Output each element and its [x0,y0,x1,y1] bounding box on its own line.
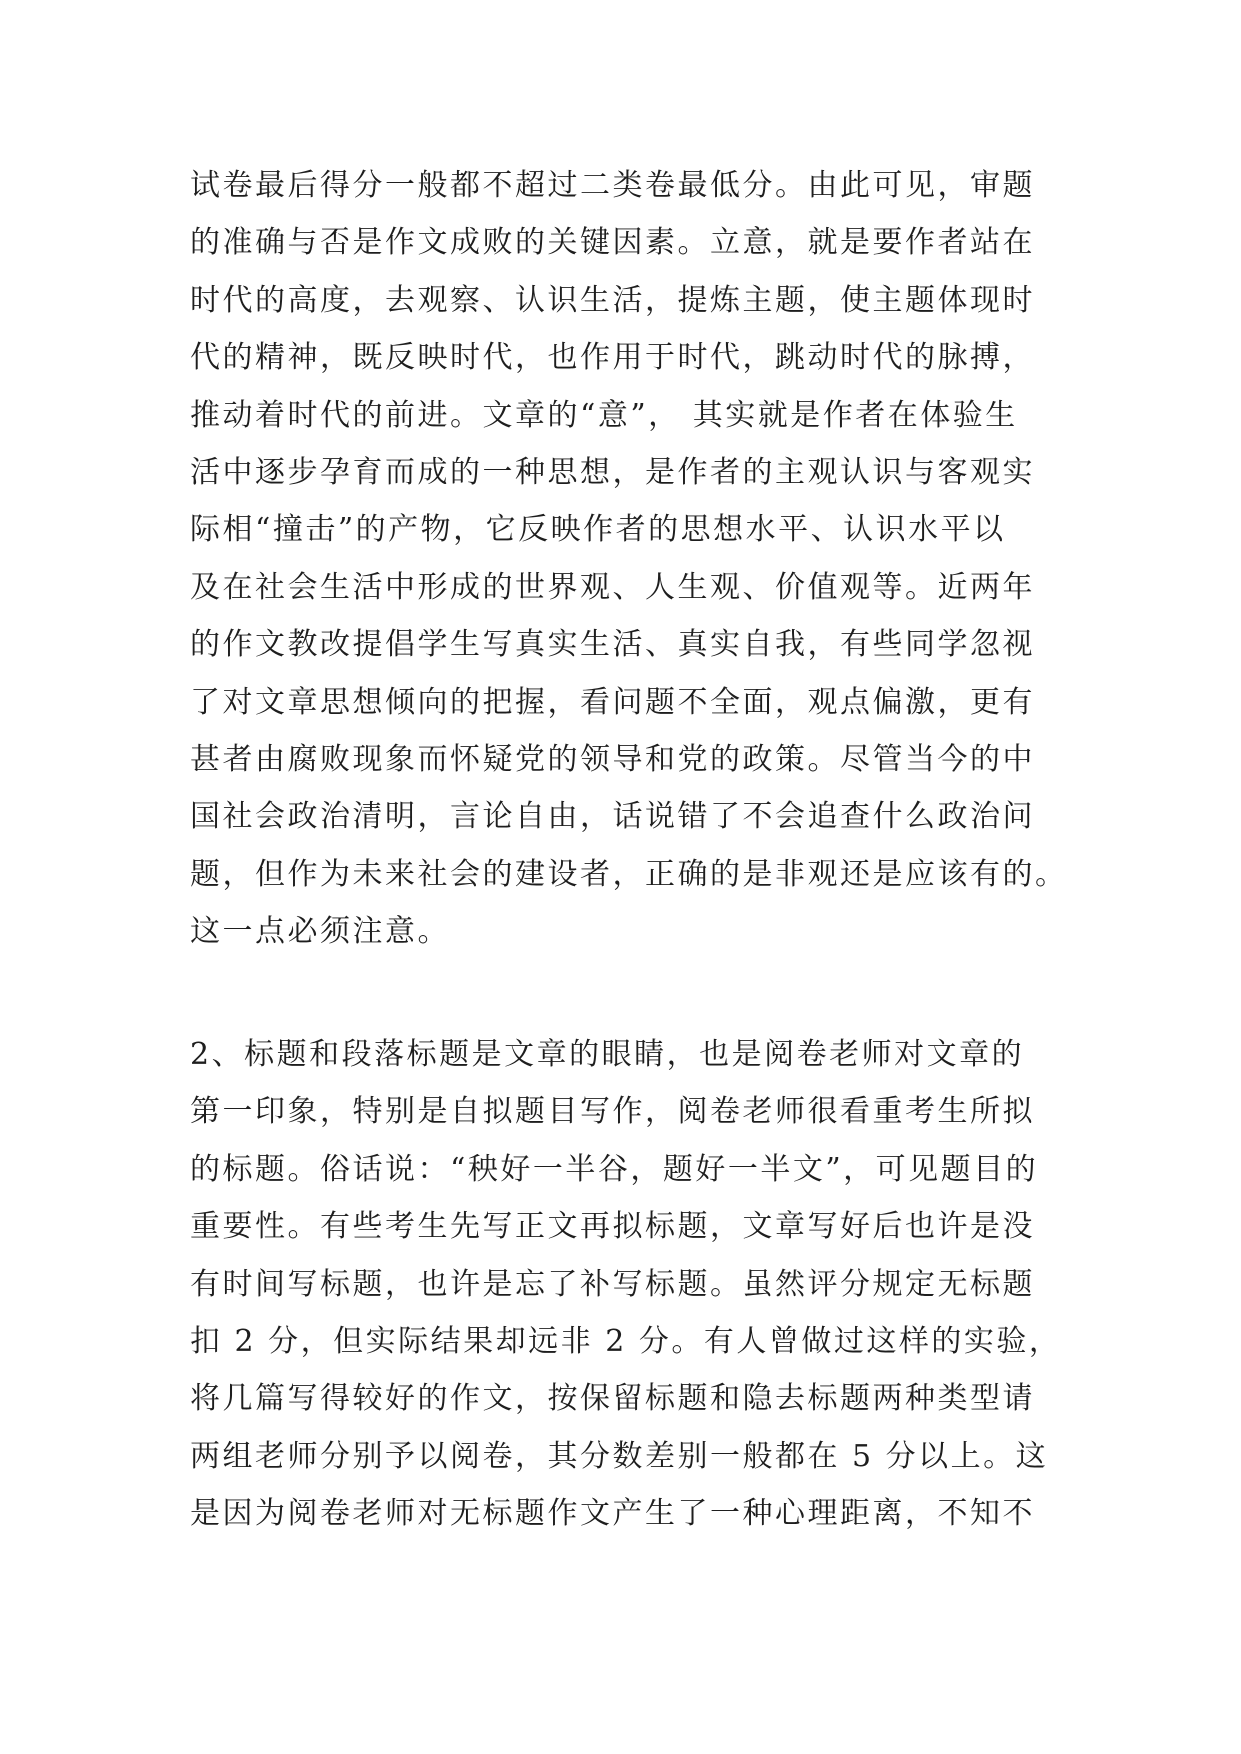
text-line: 扣 2 分，但实际结果却远非 2 分。有人曾做过这样的实验， [190,1323,1062,1359]
text-line: 推动着时代的前进。文章的“意”， 其实就是作者在体验生 [190,397,1018,433]
text-line: 2、标题和段落标题是文章的眼睛，也是阅卷老师对文章的 [190,1037,1025,1072]
text-line: 际相“撞击”的产物，它反映作者的思想水平、认识水平以 [190,512,1006,548]
paragraph-title-importance [190,1026,1060,1543]
text-line: 将几篇写得较好的作文，按保留标题和隐去标题两种类型请 [190,1381,1035,1417]
text-line: 的作文教改提倡学生写真实生活、真实自我，有些同学忽视 [190,627,1035,663]
text-line: 这一点必须注意。 [190,914,450,950]
text-line: 两组老师分别予以阅卷，其分数差别一般都在 5 分以上。这 [190,1438,1049,1474]
paragraph-examination-essay-intent [190,157,1068,960]
text-line: 是因为阅卷老师对无标题作文产生了一种心理距离，不知不 [190,1496,1035,1532]
text-line: 国社会政治清明，言论自由，话说错了不会追查什么政治问 [190,799,1035,835]
text-line: 的标题。俗话说：“秧好一半谷，题好一半文”，可见题目的 [190,1151,1039,1187]
text-line: 了对文章思想倾向的把握，看问题不全面，观点偏激，更有 [190,684,1035,720]
text-line: 甚者由腐败现象而怀疑党的领导和党的政策。尽管当今的中 [190,741,1035,777]
text-line: 代的精神，既反映时代，也作用于时代，跳动时代的脉搏， [190,340,1035,376]
text-line: 及在社会生活中形成的世界观、人生观、价值观等。近两年 [190,569,1035,605]
text-line: 重要性。有些考生先写正文再拟标题，文章写好后也许是没 [190,1209,1035,1245]
text-line: 题，但作为未来社会的建设者，正确的是非观还是应该有的。 [190,856,1068,892]
text-line: 活中逐步孕育而成的一种思想，是作者的主观认识与客观实 [190,454,1035,490]
text-line: 的准确与否是作文成败的关键因素。立意，就是要作者站在 [190,225,1035,261]
text-line: 第一印象，特别是自拟题目写作，阅卷老师很看重考生所拟 [190,1094,1035,1130]
text-line: 试卷最后得分一般都不超过二类卷最低分。由此可见，审题 [190,168,1035,203]
text-line: 有时间写标题，也许是忘了补写标题。虽然评分规定无标题 [190,1266,1035,1302]
text-line: 时代的高度，去观察、认识生活，提炼主题，使主题体现时 [190,282,1035,318]
